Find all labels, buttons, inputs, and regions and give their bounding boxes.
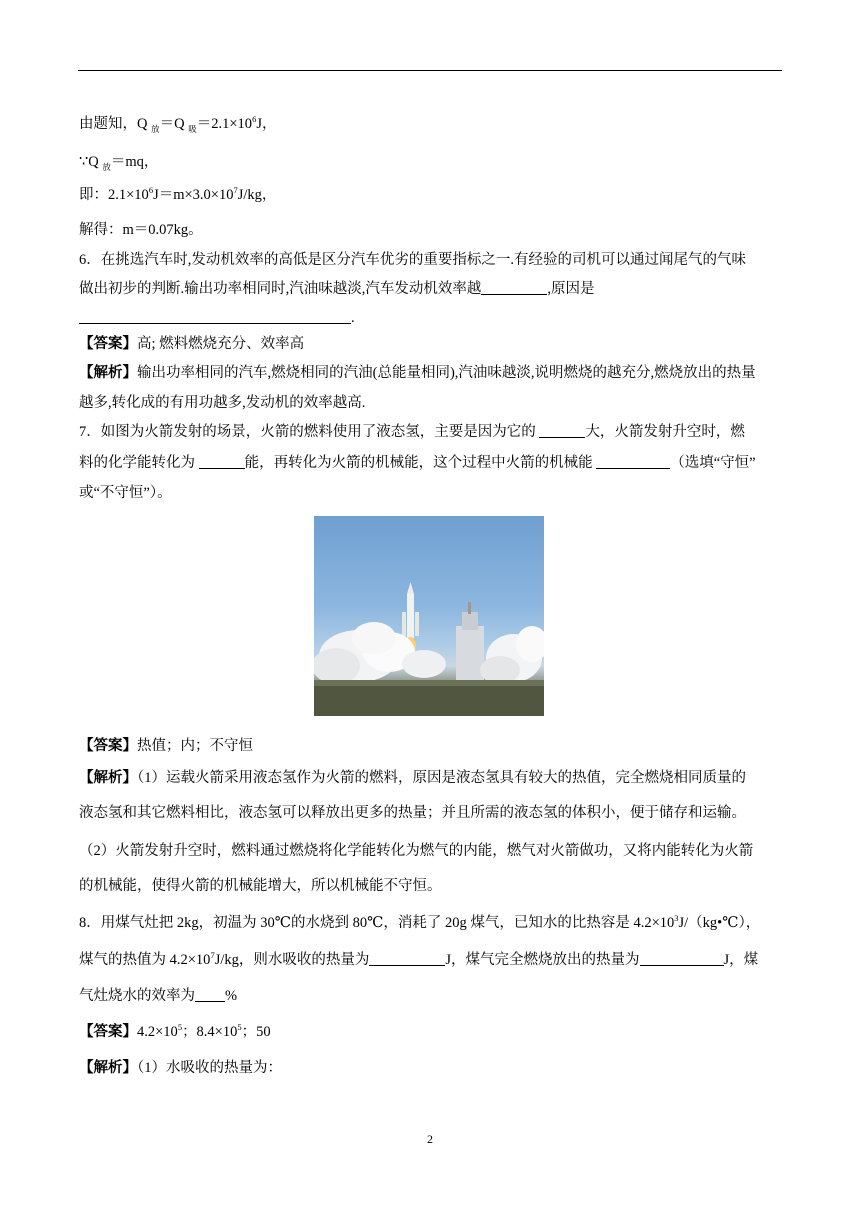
q8-blank-1 [369,951,445,966]
q7-stem-line-1: 7．如图为火箭发射的场景，火箭的燃料使用了液态氢，主要是因为它的 大，火箭发射升空时，燃 [79,424,745,440]
q6-stem-line-1: 6．在挑选汽车时,发动机效率的高低是区分汽车优劣的重要指标之一.有经验的司机可以通过闻尾气的气味 [79,252,746,268]
q8-stem-line-2: 煤气的热值为 $4.2\times 10^7J/kg$，则水吸收的热量为 J，煤气完全燃烧放出的热量为 J，煤 [79,950,759,968]
q6-analysis-line-2: 越多,转化成的有用功越多,发动机的效率越高. [79,395,366,411]
q7-stem-line-3: 或“不守恒”）。 [79,485,172,501]
q8-stem-line-1: 8．用煤气灶把 2kg，初温为 30℃的水烧到 80℃，消耗了 20g 煤气，已知水的比热容是 $4.2\times 10^3J/(kg•℃)$， [79,913,761,931]
q6-blank-1 [481,280,547,295]
q7-blank-3 [596,454,670,469]
q6-answer: 【答案】高; 燃料燃烧充分、效率高 [79,336,305,352]
q6-stem-line-2: 做出初步的判断.输出功率相同时,汽油味越淡,汽车发动机效率越 ,原因是 [79,281,595,297]
q6-blank-2 [79,309,351,324]
q7-analysis-line-4: 的机械能，使得火箭的机械能增大，所以机械能不守恒。 [79,878,442,894]
q8-answer: 【答案】$4.2\times 10^5$；$8.4\times 10^5$；50 [79,1022,271,1040]
q7-stem-line-2: 料的化学能转化为 能，再转化为火箭的机械能，这个过程中火箭的机械能 （选填“守恒” [79,455,756,471]
q7-analysis-line-1: 【解析】（1）运载火箭采用液态氢作为火箭的燃料，原因是液态氢具有较大的热值，完全燃烧相同质量的 [79,770,746,786]
q7-blank-2 [199,454,245,469]
q7-blank-1 [539,423,585,438]
calc-line-2: ∵Q $_放$＝mq， [79,154,159,172]
rocket-launch-photo [314,516,544,716]
q7-analysis-line-3: （2）火箭发射升空时，燃料通过燃烧将化学能转化为燃气的内能，燃气对火箭做功，又将内能转化为火箭 [79,843,754,859]
q8-stem-line-3: 气灶烧水的效率为 % [79,988,238,1004]
header-rule [78,70,782,71]
q8-blank-3 [195,987,225,1002]
calc-line-3: 即：$2.1\times 10^6J=m\times 3.0\times 10^7J/kg$， [79,185,277,203]
q8-blank-2 [640,951,724,966]
q7-answer: 【答案】热值；内；不守恒 [79,738,253,754]
q6-stem-line-3: . [79,308,355,328]
q6-analysis-line-1: 【解析】输出功率相同的汽车,燃烧相同的汽油(总能量相同),汽油味越淡,说明燃烧的越充分,燃烧放出的热量 [79,365,756,381]
calc-line-1: 由题知，Q $_放$＝Q $_吸=2.1\times 10^6J$， [79,114,277,134]
q8-analysis-line-1: 【解析】（1）水吸收的热量为： [79,1060,282,1076]
rocket-launch-illustration [314,516,544,716]
calc-line-4: 解得：m＝0.07kg。 [79,222,203,238]
page-number: 2 [427,1132,433,1146]
q7-analysis-line-2: 液态氢和其它燃料相比，液态氢可以释放出更多的热量；并且所需的液态氢的体积小，便于储存和运输。 [79,805,746,821]
